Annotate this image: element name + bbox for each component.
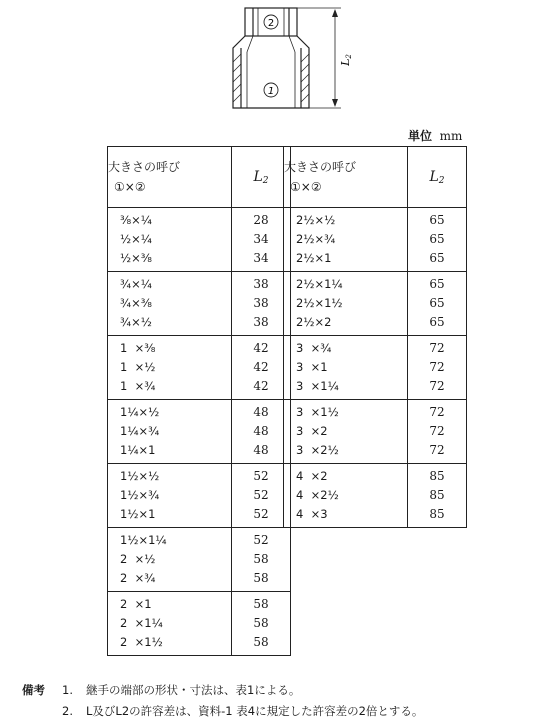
size-group bbox=[284, 400, 467, 464]
table-row bbox=[108, 486, 291, 505]
l2-cell: 48 bbox=[232, 441, 291, 464]
l2-cell: 65 bbox=[408, 208, 467, 231]
size-cell: 1½×1 bbox=[108, 505, 232, 528]
size-cell: ½×⅜ bbox=[108, 249, 232, 272]
size-cell: 1 ×⅜ bbox=[108, 336, 232, 359]
l2-cell: 72 bbox=[408, 422, 467, 441]
table-row bbox=[108, 614, 291, 633]
left-size-table bbox=[107, 146, 291, 656]
table-row bbox=[108, 505, 291, 528]
size-cell: 1¼×½ bbox=[108, 400, 232, 423]
l2-cell: 72 bbox=[408, 441, 467, 464]
l2-cell: 65 bbox=[408, 230, 467, 249]
table-row bbox=[108, 441, 291, 464]
l2-cell: 34 bbox=[232, 230, 291, 249]
size-group bbox=[284, 208, 467, 272]
size-cell: 2 ×½ bbox=[108, 550, 232, 569]
table-row bbox=[108, 377, 291, 400]
size-cell: 2 ×¾ bbox=[108, 569, 232, 592]
l2-cell: 58 bbox=[232, 592, 291, 615]
table-row bbox=[284, 336, 467, 359]
table-row bbox=[284, 441, 467, 464]
size-cell: 3 ×¾ bbox=[284, 336, 408, 359]
size-group bbox=[108, 528, 291, 592]
header-size: 大きさの呼び ①×② bbox=[108, 147, 232, 208]
table-row bbox=[284, 313, 467, 336]
l2-cell: 72 bbox=[408, 358, 467, 377]
table-row bbox=[108, 633, 291, 656]
dim-label: L2 bbox=[339, 54, 353, 66]
table-row bbox=[284, 272, 467, 295]
table-row bbox=[108, 336, 291, 359]
table-row bbox=[284, 422, 467, 441]
size-cell: 1½×1¼ bbox=[108, 528, 232, 551]
size-cell: 1½×½ bbox=[108, 464, 232, 487]
size-cell: 2½×¾ bbox=[284, 230, 408, 249]
size-cell: 1¼×¾ bbox=[108, 422, 232, 441]
size-cell: 1½×¾ bbox=[108, 486, 232, 505]
size-cell: 3 ×1½ bbox=[284, 400, 408, 423]
size-cell: 3 ×1 bbox=[284, 358, 408, 377]
l2-cell: 42 bbox=[232, 358, 291, 377]
l2-cell: 85 bbox=[408, 486, 467, 505]
l2-cell: 72 bbox=[408, 400, 467, 423]
l2-cell: 58 bbox=[232, 614, 291, 633]
size-group bbox=[284, 464, 467, 528]
header-size: 大きさの呼び ①×② bbox=[284, 147, 408, 208]
size-group bbox=[108, 592, 291, 656]
right-size-table bbox=[283, 146, 467, 528]
l2-cell: 28 bbox=[232, 208, 291, 231]
l2-cell: 52 bbox=[232, 464, 291, 487]
size-cell: 2½×1½ bbox=[284, 294, 408, 313]
size-cell: 2½×½ bbox=[284, 208, 408, 231]
table-row bbox=[108, 592, 291, 615]
size-cell: 1 ×¾ bbox=[108, 377, 232, 400]
l2-cell: 52 bbox=[232, 505, 291, 528]
table-row bbox=[108, 358, 291, 377]
label-2: 2 bbox=[267, 18, 275, 29]
l2-cell: 38 bbox=[232, 294, 291, 313]
unit-label: 単位 mm bbox=[408, 129, 463, 143]
table-row bbox=[108, 528, 291, 551]
size-cell: 3 ×2 bbox=[284, 422, 408, 441]
table-row bbox=[108, 313, 291, 336]
size-cell: 2 ×1½ bbox=[108, 633, 232, 656]
l2-cell: 85 bbox=[408, 464, 467, 487]
note-1: 備考 1. 継手の端部の形状・寸法は、表1による。 bbox=[22, 683, 301, 697]
size-cell: 1¼×1 bbox=[108, 441, 232, 464]
l2-cell: 52 bbox=[232, 486, 291, 505]
size-cell: 4 ×3 bbox=[284, 505, 408, 528]
size-cell: ½×¼ bbox=[108, 230, 232, 249]
table-row bbox=[284, 486, 467, 505]
table-row bbox=[284, 505, 467, 528]
size-group bbox=[108, 400, 291, 464]
table-row bbox=[284, 249, 467, 272]
header-l2: $L_2$ bbox=[232, 147, 291, 208]
table-row bbox=[108, 249, 291, 272]
size-cell: 2 ×1 bbox=[108, 592, 232, 615]
size-cell: ¾×⅜ bbox=[108, 294, 232, 313]
notes bbox=[22, 680, 423, 722]
l2-cell: 48 bbox=[232, 422, 291, 441]
l2-cell: 65 bbox=[408, 313, 467, 336]
table-row bbox=[284, 230, 467, 249]
size-group bbox=[108, 208, 291, 272]
size-cell: 4 ×2 bbox=[284, 464, 408, 487]
note-2: 2. L及びL2の許容差は、資料-1 表4に規定した許容差の2倍とする。 bbox=[62, 704, 424, 718]
size-cell: 3 ×1¼ bbox=[284, 377, 408, 400]
l2-cell: 42 bbox=[232, 336, 291, 359]
table-row bbox=[108, 464, 291, 487]
l2-cell: 58 bbox=[232, 633, 291, 656]
reducer-drawing bbox=[225, 2, 355, 120]
table-row bbox=[108, 294, 291, 313]
l2-cell: 52 bbox=[232, 528, 291, 551]
table-row bbox=[108, 550, 291, 569]
l2-cell: 72 bbox=[408, 336, 467, 359]
table-row bbox=[108, 230, 291, 249]
size-group bbox=[284, 336, 467, 400]
table-row bbox=[108, 569, 291, 592]
l2-cell: 58 bbox=[232, 569, 291, 592]
size-cell: 2½×1¼ bbox=[284, 272, 408, 295]
l2-cell: 65 bbox=[408, 249, 467, 272]
header-l2: $L_2$ bbox=[408, 147, 467, 208]
table-row bbox=[108, 400, 291, 423]
size-cell: ⅜×¼ bbox=[108, 208, 232, 231]
table-row bbox=[284, 294, 467, 313]
table-row bbox=[108, 208, 291, 231]
label-1: 1 bbox=[267, 86, 275, 97]
table-row bbox=[284, 464, 467, 487]
size-cell: ¾×½ bbox=[108, 313, 232, 336]
size-cell: 2½×1 bbox=[284, 249, 408, 272]
l2-cell: 58 bbox=[232, 550, 291, 569]
size-cell: ¾×¼ bbox=[108, 272, 232, 295]
l2-cell: 65 bbox=[408, 294, 467, 313]
l2-cell: 48 bbox=[232, 400, 291, 423]
table-row bbox=[284, 400, 467, 423]
l2-cell: 38 bbox=[232, 272, 291, 295]
l2-cell: 65 bbox=[408, 272, 467, 295]
size-group bbox=[108, 336, 291, 400]
size-cell: 3 ×2½ bbox=[284, 441, 408, 464]
l2-cell: 34 bbox=[232, 249, 291, 272]
table-row bbox=[284, 358, 467, 377]
table-row bbox=[108, 422, 291, 441]
size-cell: 1 ×½ bbox=[108, 358, 232, 377]
l2-cell: 72 bbox=[408, 377, 467, 400]
size-group bbox=[284, 272, 467, 336]
l2-cell: 85 bbox=[408, 505, 467, 528]
size-group bbox=[108, 272, 291, 336]
table-row bbox=[284, 377, 467, 400]
l2-cell: 42 bbox=[232, 377, 291, 400]
l2-cell: 38 bbox=[232, 313, 291, 336]
table-row bbox=[108, 272, 291, 295]
size-cell: 4 ×2½ bbox=[284, 486, 408, 505]
size-cell: 2½×2 bbox=[284, 313, 408, 336]
size-group bbox=[108, 464, 291, 528]
table-row bbox=[284, 208, 467, 231]
size-cell: 2 ×1¼ bbox=[108, 614, 232, 633]
